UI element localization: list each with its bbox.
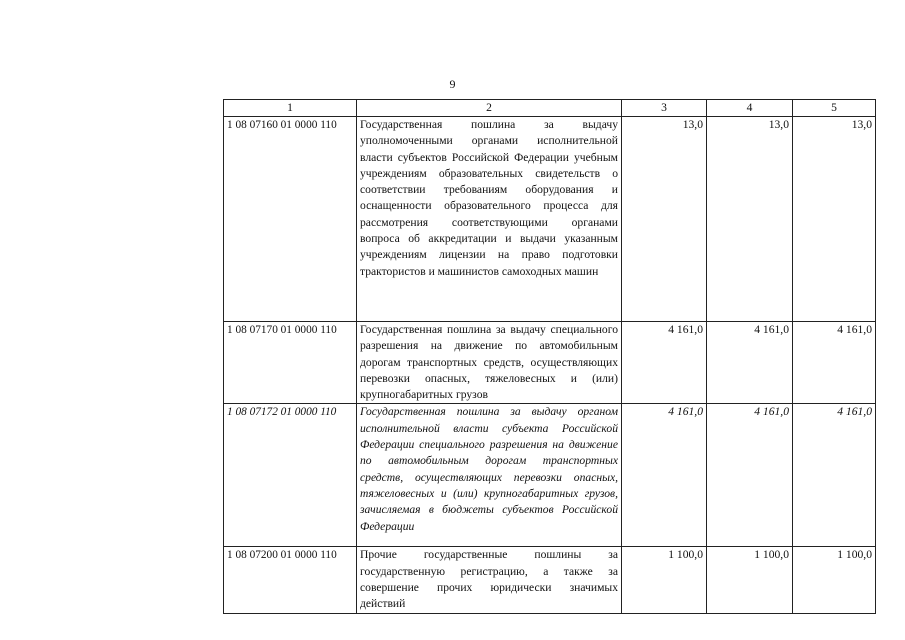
budget-revenue-table: [223, 99, 876, 614]
revenue-name-cell: Государственная пошлина за выдачу органом исполнительной власти субъекта Российской Федерации специального разрешения на движение по автомобильным дорогам транспортных средств, осуществляющих перевозки опасных, тяжеловесных и (или) крупногабаритных грузов, зачисляемая в бюджеты субъектов Российской Федерации: [357, 404, 622, 547]
amount-col5-cell: 4 161,0: [793, 404, 876, 547]
amount-col5-cell: 1 100,0: [793, 547, 876, 613]
amount-col5-cell: 4 161,0: [793, 322, 876, 404]
budget-code-cell: 1 08 07200 01 0000 110: [224, 547, 357, 613]
revenue-name-cell: Прочие государственные пошлины за государственную регистрацию, а также за совершение прочих юридически значимых действий: [357, 547, 622, 613]
table-header-row: [224, 100, 876, 117]
table-row: [224, 547, 876, 613]
amount-col4-cell: 13,0: [707, 117, 793, 322]
budget-code-cell: 1 08 07170 01 0000 110: [224, 322, 357, 404]
column-header-4: 4: [707, 100, 793, 117]
revenue-name-cell: Государственная пошлина за выдачу уполномоченными органами исполнительной власти субъектов Российской Федерации учебным учреждениям образовательных свидетельств о соответствии требованиям оборудования и оснащенности образовательного процесса для рассмотрения соответствующими органами вопроса об аккредитации и выдачи указанным учреждениям лицензии на право подготовки трактористов и машинистов самоходных машин: [357, 117, 622, 322]
amount-col3-cell: 4 161,0: [622, 404, 707, 547]
amount-col4-cell: 4 161,0: [707, 322, 793, 404]
amount-col4-cell: 4 161,0: [707, 404, 793, 547]
table-row: [224, 117, 876, 322]
table-row: [224, 404, 876, 547]
revenue-name-cell: Государственная пошлина за выдачу специального разрешения на движение по автомобильным дорогам транспортных средств, осуществляющих перевозки опасных, тяжеловесных и (или) крупногабаритных грузов: [357, 322, 622, 404]
column-header-1: 1: [224, 100, 357, 117]
table-row: [224, 322, 876, 404]
column-header-5: 5: [793, 100, 876, 117]
column-header-2: 2: [357, 100, 622, 117]
page-number: 9: [449, 77, 456, 91]
amount-col3-cell: 1 100,0: [622, 547, 707, 613]
amount-col3-cell: 13,0: [622, 117, 707, 322]
budget-code-cell: 1 08 07160 01 0000 110: [224, 117, 357, 322]
amount-col3-cell: 4 161,0: [622, 322, 707, 404]
budget-code-cell: 1 08 07172 01 0000 110: [224, 404, 357, 547]
amount-col5-cell: 13,0: [793, 117, 876, 322]
amount-col4-cell: 1 100,0: [707, 547, 793, 613]
column-header-3: 3: [622, 100, 707, 117]
